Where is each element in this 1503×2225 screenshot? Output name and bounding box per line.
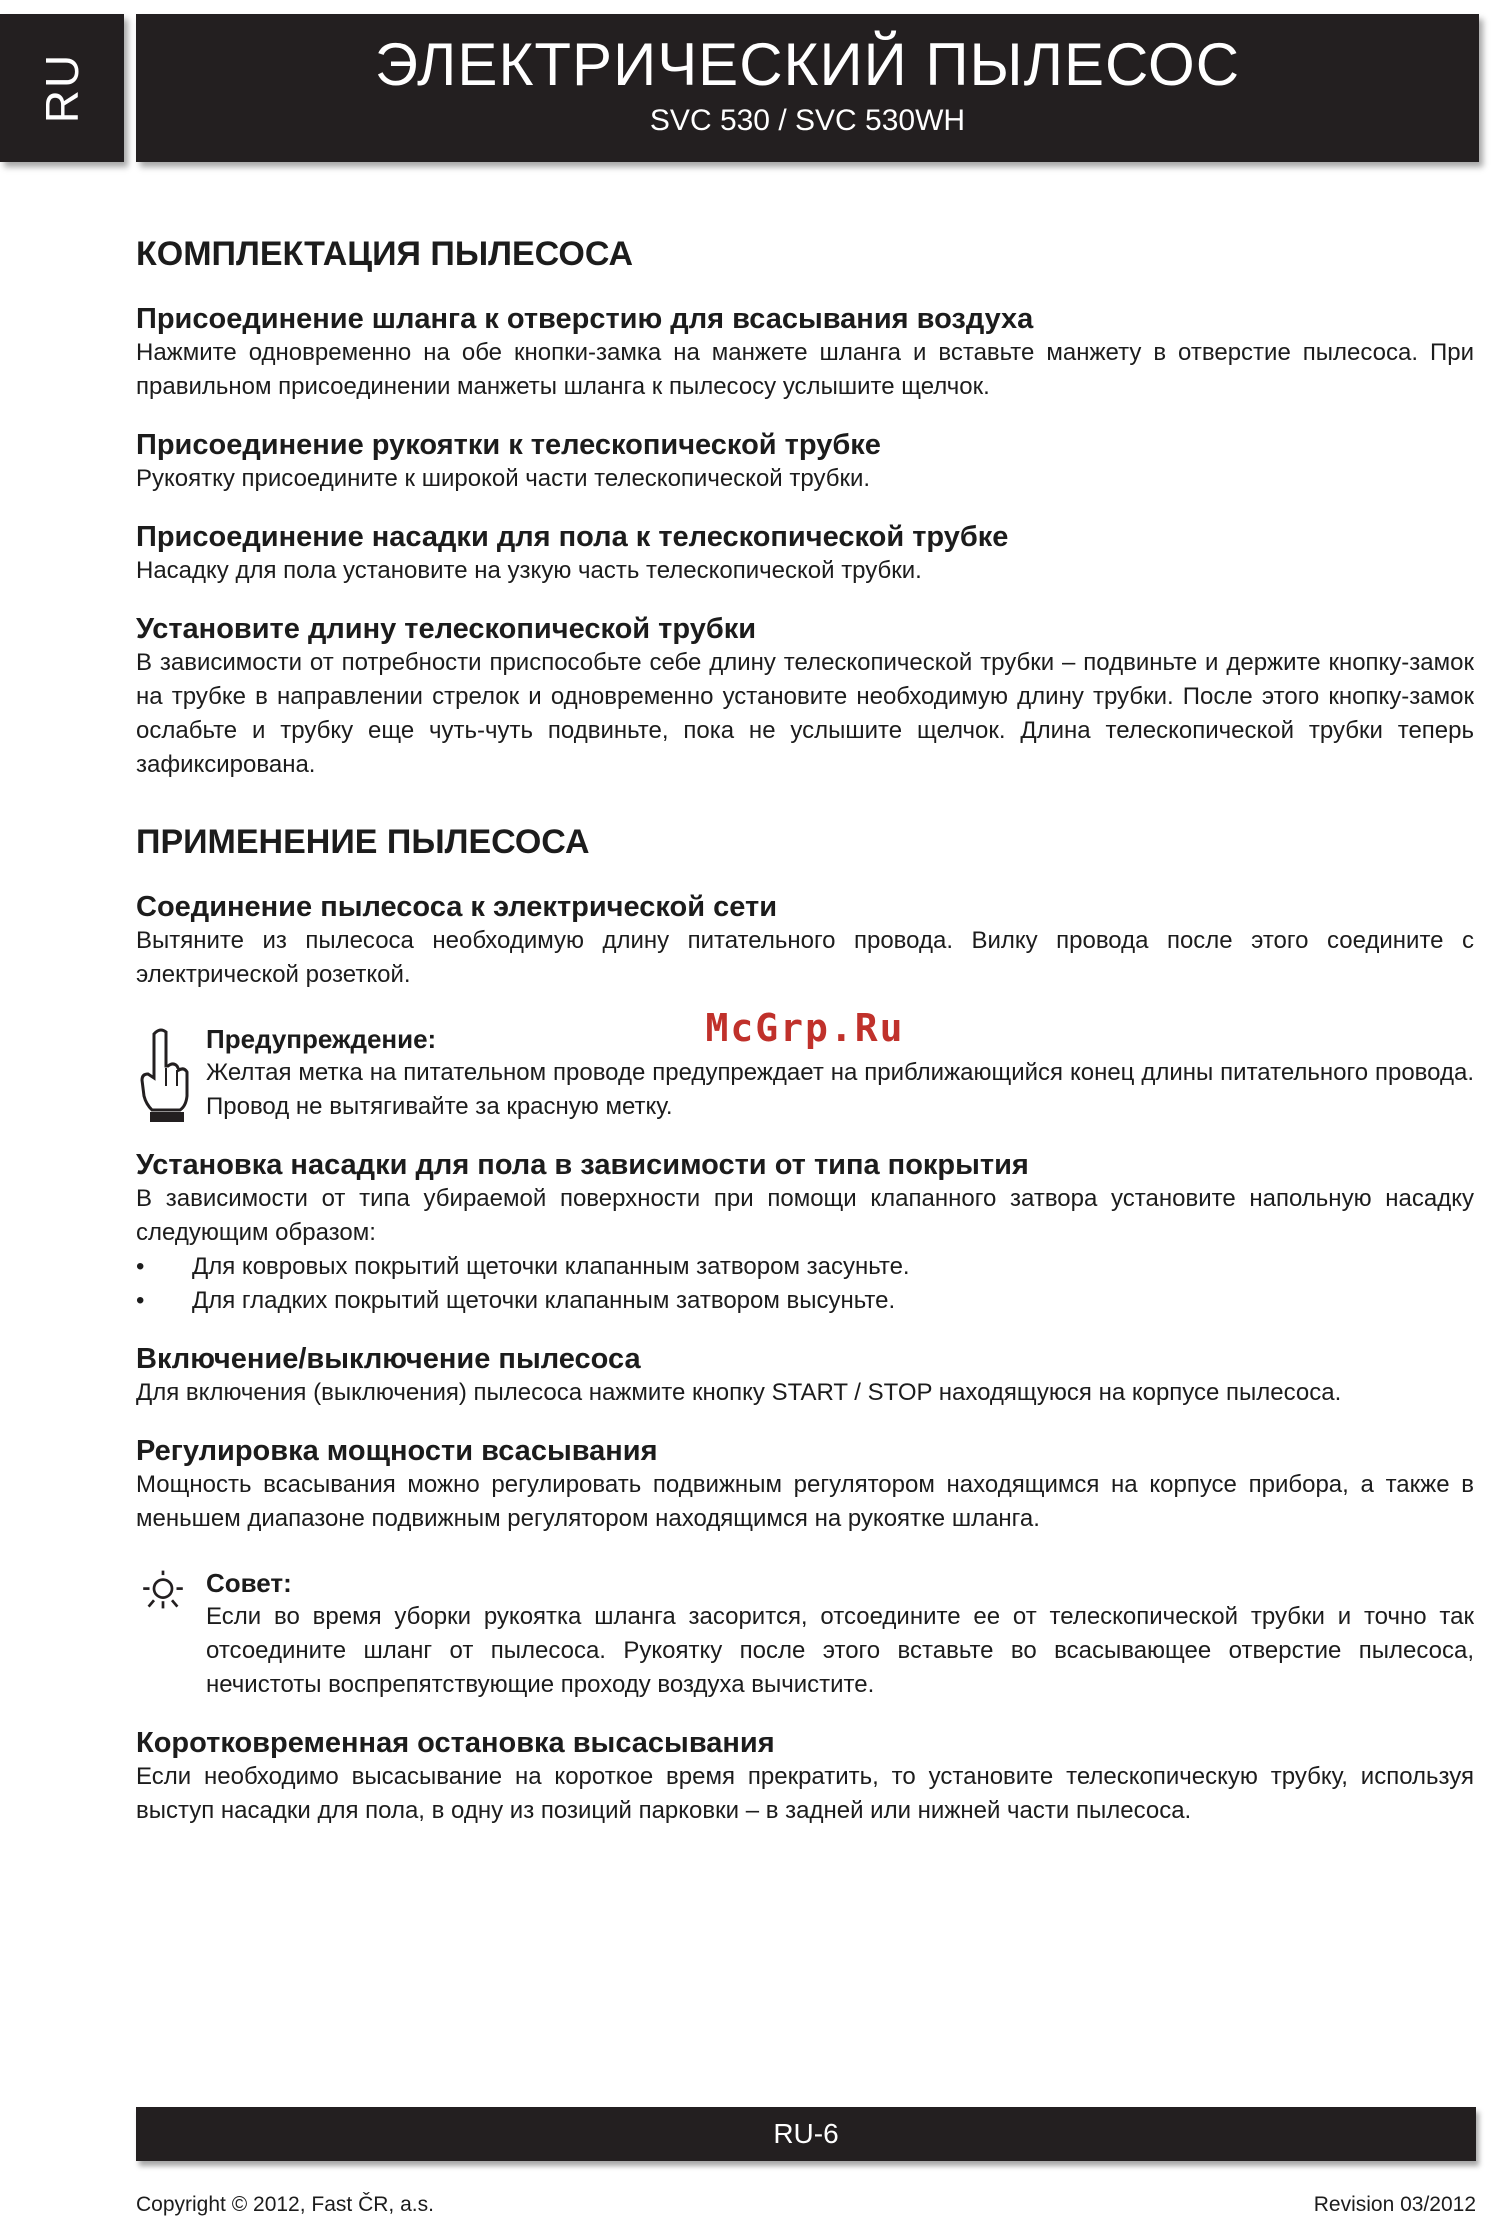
block-text: Рукоятку присоедините к широкой части телескопической трубки.	[136, 465, 871, 492]
block-text: Насадку для пола установите на узкую часть телескопической трубки.	[136, 557, 922, 584]
revision-text: Revision 03/2012	[1313, 2193, 1476, 2216]
warning-label: Предупреждение:	[206, 1024, 437, 1054]
block-text: Мощность всасывания можно регулировать подвижным регулятором находящимся на корпусе прибора, а также в меньшем диапазоне подвижным регулятором находящимся на рукоятке шланга.	[136, 1471, 1474, 1532]
warning-note	[136, 1006, 1474, 1124]
block-text: В зависимости от потребности приспособьте себе длину телескопической трубки – подвиньте и держите кнопку-замок на трубке в направлении стрелок и одновременно установите необходимую длину трубки. После этого кнопку-замок ослабьте и трубку еще чуть-чуть подвиньте, пока не услышите щелчок. Длина телескопической трубки теперь зафиксирована.	[136, 649, 1474, 778]
block-heading: Установите длину телескопической трубки	[136, 613, 757, 645]
list-item: • Для гладких покрытий щеточки клапанным затвором высуньте.	[136, 1284, 1474, 1318]
block-hose	[136, 302, 1474, 404]
block-text: Нажмите одновременно на обе кнопки-замка на манжете шланга и вставьте манжету в отверстие пылесоса. При правильном присоединении манжеты шланга к пылесосу услышите щелчок.	[136, 339, 1474, 400]
block-text: Если необходимо высасывание на короткое время прекратить, то установите телескопическую трубку, используя выступ насадки для пола, в одну из позиций парковки – в задней или нижней части пылесоса.	[136, 1763, 1474, 1824]
model-subtitle: SVC 530 / SVC 530WH	[649, 104, 966, 137]
section-title-usage: ПРИМЕНЕНИЕ ПЫЛЕСОСА	[136, 823, 590, 861]
block-heading: Присоединение шланга к отверстию для всасывания воздуха	[136, 303, 1034, 335]
language-tab	[0, 14, 124, 162]
block-heading: Установка насадки для пола в зависимости от типа покрытия	[136, 1149, 1029, 1181]
block-text: В зависимости от типа убираемой поверхности при помощи клапанного затвора установите напольную насадку следующим образом:	[136, 1185, 1474, 1246]
watermark: McGrp.Ru	[705, 1006, 905, 1050]
page-title: ЭЛЕКТРИЧЕСКИЙ ПЫЛЕСОС	[374, 31, 1241, 98]
copyright-text: Copyright © 2012, Fast ČR, a.s.	[136, 2193, 434, 2216]
bullet-list	[136, 1250, 1474, 1318]
block-text: Для включения (выключения) пылесоса нажмите кнопку START / STOP находящуюся на корпусе пылесоса.	[136, 1379, 1342, 1406]
block-suction-power	[136, 1434, 1474, 1536]
block-heading: Присоединение насадки для пола к телескопической трубке	[136, 521, 1009, 553]
tip-text: Если во время уборки рукоятка шланга засорится, отсоедините ее от телескопической трубки и точно так отсоедините шланг от пылесоса. Рукоятку после этого вставьте во всасывающее отверстие пылесоса, нечистоты воспрепятствующие проходу воздуха вычистите.	[206, 1603, 1474, 1698]
block-tube-length	[136, 612, 1474, 782]
tip-note	[136, 1566, 1474, 1702]
block-floor-type	[136, 1148, 1474, 1318]
warning-text: Желтая метка на питательном проводе предупреждает на приближающийся конец длины питательного провода. Провод не вытягивайте за красную метку.	[206, 1059, 1474, 1120]
lightbulb-icon	[136, 1566, 190, 1622]
list-item: • Для ковровых покрытий щеточки клапанным затвором засуньте.	[136, 1250, 1474, 1284]
block-handle	[136, 428, 1474, 496]
page-number: RU-6	[773, 2118, 839, 2149]
main-content	[136, 230, 1474, 1828]
block-connect	[136, 890, 1474, 992]
block-floor-nozzle	[136, 520, 1474, 588]
block-heading: Включение/выключение пылесоса	[136, 1343, 641, 1375]
tip-label: Совет:	[206, 1568, 292, 1598]
block-heading: Присоединение рукоятки к телескопической трубке	[136, 429, 881, 461]
header-bar	[136, 14, 1479, 162]
footer-bar	[136, 2107, 1476, 2161]
block-on-off	[136, 1342, 1474, 1410]
pointing-hand-icon	[136, 1026, 190, 1126]
block-heading: Регулировка мощности всасывания	[136, 1435, 658, 1467]
language-label: RU	[36, 52, 88, 124]
section-title-kit: КОМПЛЕКТАЦИЯ ПЫЛЕСОСА	[136, 235, 634, 273]
block-heading: Соединение пылесоса к электрической сети	[136, 891, 778, 923]
block-text: Вытяните из пылесоса необходимую длину питательного провода. Вилку провода после этого соедините с электрической розеткой.	[136, 927, 1474, 988]
block-pause	[136, 1726, 1474, 1828]
block-heading: Коротковременная остановка высасывания	[136, 1727, 775, 1759]
